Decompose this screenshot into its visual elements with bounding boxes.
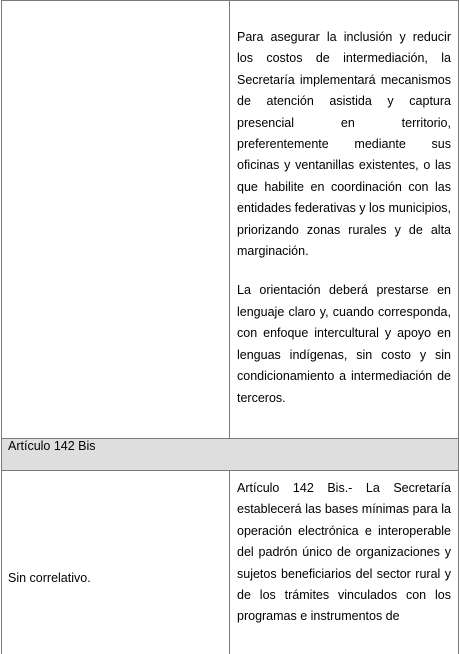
section-header-text: Artículo 142 Bis	[8, 439, 96, 453]
paragraph-article-142-bis: Artículo 142 Bis.- La Secretaría establecerá las bases mínimas para la operación electrónica e interoperable del padrón único de organizaciones y sujetos beneficiarios del sector rural y de los trámites vinculados con los programas e instrumentos de	[237, 481, 451, 624]
right-cell-text	[230, 1, 458, 409]
right-cell	[230, 1, 459, 439]
left-cell-text: Sin correlativo.	[8, 571, 91, 585]
section-header-row	[2, 439, 459, 471]
table-row	[2, 471, 459, 654]
right-cell-text	[230, 471, 458, 628]
left-cell	[2, 471, 230, 654]
section-header-cell	[2, 439, 459, 471]
table-row	[2, 1, 459, 439]
paragraph-inclusion: Para asegurar la inclusión y reducir los costos de intermediación, la Secretaría implementará mecanismos de atención asistida y captura presencial en territorio, preferentemente mediante sus oficinas y ventanillas existentes, o las que habilite en coordinación con las entidades federativas y los municipios, priorizando zonas rurales y de alta marginación.	[237, 30, 452, 259]
paragraph-orientation: La orientación deberá prestarse en lenguaje claro y, cuando corresponda, con enfoque intercultural y apoyo en lenguas indígenas, sin costo y sin condicionamiento a intermediación de terceros.	[237, 283, 451, 405]
comparison-table	[1, 0, 459, 654]
right-cell	[230, 471, 459, 654]
left-cell-empty	[2, 1, 230, 439]
